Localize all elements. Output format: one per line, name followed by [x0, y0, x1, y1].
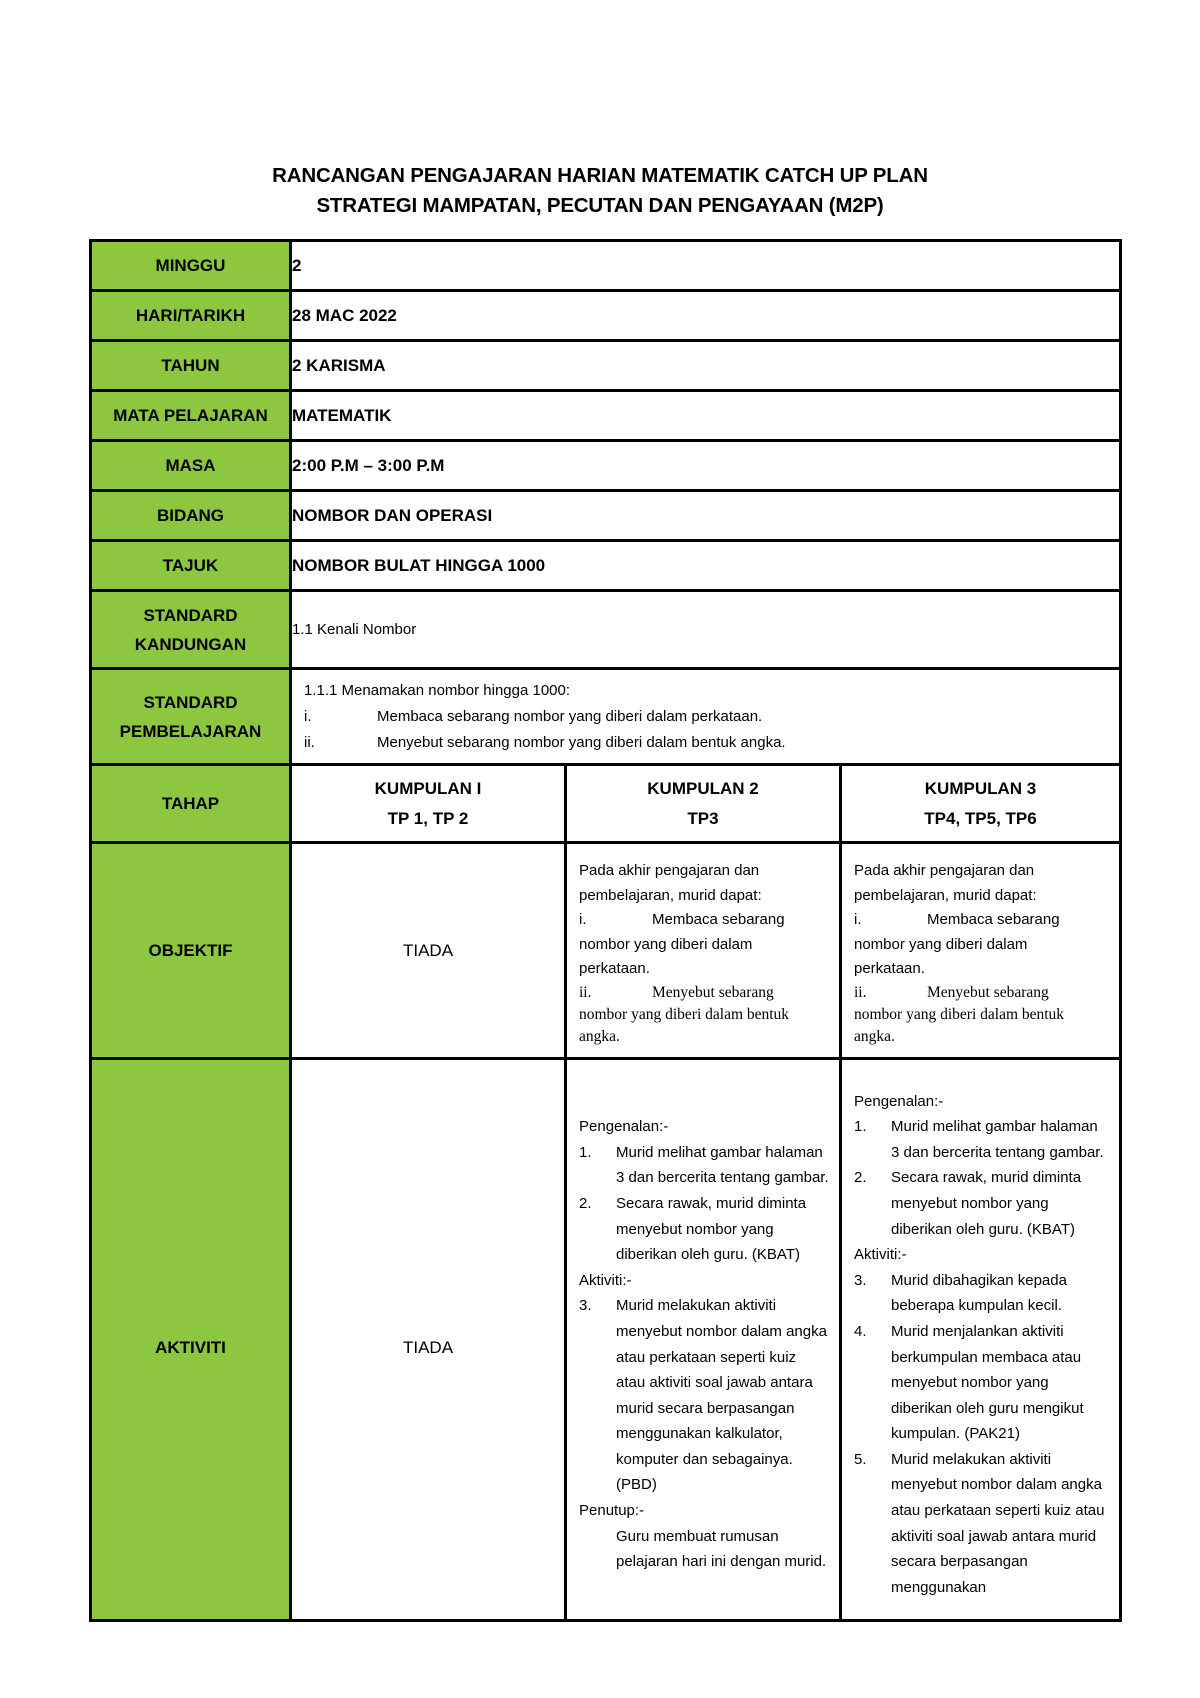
row-mata-pelajaran [91, 391, 1121, 441]
aktiviti-k1: TIADA [291, 1059, 566, 1621]
group-header-1 [291, 765, 566, 843]
value-masa: 2:00 P.M – 3:00 P.M [291, 441, 1121, 491]
obj-num: ii. [854, 983, 867, 1001]
obj-intro: pembelajaran, murid dapat: [854, 886, 1037, 904]
act-item [854, 1319, 1109, 1447]
label-tahap: TAHAP [91, 765, 291, 843]
label-standard-pembelajaran [91, 669, 291, 765]
act-item-number: 2. [579, 1194, 592, 1212]
act-item [579, 1140, 829, 1191]
sp-item-number: ii. [304, 733, 315, 751]
act-section-heading: Pengenalan:- [854, 1092, 944, 1110]
sp-item-number: i. [304, 707, 312, 725]
row-bidang [91, 491, 1121, 541]
value-tahun: 2 KARISMA [291, 341, 1121, 391]
objektif-k1: TIADA [291, 843, 566, 1059]
row-aktiviti [91, 1059, 1121, 1621]
act-item-number: 2. [854, 1169, 867, 1187]
act-item-number: 5. [854, 1450, 867, 1468]
act-section-heading: Pengenalan:- [579, 1118, 669, 1136]
obj-text: angka. [579, 1027, 620, 1045]
obj-text: perkataan. [854, 960, 925, 978]
label-mata-pelajaran: MATA PELAJARAN [91, 391, 291, 441]
row-standard-pembelajaran [91, 669, 1121, 765]
obj-text: Membaca sebarang [652, 911, 785, 929]
obj-text: nombor yang diberi dalam bentuk [579, 1005, 790, 1023]
act-item [854, 1165, 1109, 1242]
act-item-number: 1. [579, 1143, 592, 1161]
act-item [854, 1447, 1109, 1601]
act-item [579, 1293, 829, 1498]
obj-text: Membaca sebarang [927, 911, 1060, 929]
act-item-number: 3. [579, 1297, 592, 1315]
obj-text: nombor yang diberi dalam [579, 935, 753, 953]
label-line: STANDARD [143, 692, 238, 712]
row-tahap [91, 765, 1121, 843]
sp-heading: 1.1.1 Menamakan nombor hingga 1000: [304, 681, 571, 699]
act-item-text: Murid melakukan aktiviti menyebut nombor dalam angka atau perkataan seperti kuiz atau aktiviti soal jawab antara murid secara berpasangan menggunakan kalkulator, komputer dan sebagainya. (PBD) [616, 1297, 827, 1494]
row-minggu [91, 241, 1121, 291]
act-item-text: Murid dibahagikan kepada beberapa kumpulan kecil. [891, 1271, 1067, 1315]
group-name: KUMPULAN 3 [924, 778, 1037, 798]
act-item-text: Murid melihat gambar halaman 3 dan bercerita tentang gambar. [616, 1143, 829, 1187]
label-tahun: TAHUN [91, 341, 291, 391]
label-masa: MASA [91, 441, 291, 491]
row-tajuk [91, 541, 1121, 591]
act-item-text: Secara rawak, murid diminta menyebut nombor yang diberikan oleh guru. (KBAT) [891, 1169, 1082, 1238]
label-objektif: OBJEKTIF [91, 843, 291, 1059]
obj-text: angka. [854, 1027, 895, 1045]
act-item-number: 3. [854, 1271, 867, 1289]
value-bidang: NOMBOR DAN OPERASI [291, 491, 1121, 541]
obj-intro: Pada akhir pengajaran dan [579, 862, 760, 880]
act-item-text: Murid melihat gambar halaman 3 dan bercerita tentang gambar. [891, 1118, 1104, 1161]
group-tp: TP 1, TP 2 [387, 808, 469, 828]
obj-text: Menyebut sebarang [652, 983, 774, 1001]
group-header-2 [566, 765, 841, 843]
label-hari-tarikh: HARI/TARIKH [91, 291, 291, 341]
act-item-number: 1. [854, 1118, 867, 1136]
act-section-heading: Aktiviti:- [854, 1246, 907, 1264]
act-section-heading: Penutup:- [579, 1502, 645, 1520]
act-item-text: Murid melakukan aktiviti menyebut nombor dalam angka atau perkataan seperti kuiz atau aktiviti soal jawab antara murid secara berpasangan menggunakan [891, 1450, 1105, 1596]
aktiviti-k3 [841, 1059, 1121, 1621]
objektif-k3 [841, 843, 1121, 1059]
act-section-heading: Aktiviti:- [579, 1271, 632, 1289]
act-item [854, 1114, 1109, 1165]
sp-item-text: Menyebut sebarang nombor yang diberi dalam bentuk angka. [377, 733, 786, 751]
obj-text: nombor yang diberi dalam [854, 935, 1028, 953]
act-item [854, 1268, 1109, 1319]
act-item-text: Murid menjalankan aktiviti berkumpulan membaca atau menyebut nombor yang diberikan oleh guru mengikut kumpulan. (PAK21) [891, 1322, 1084, 1443]
obj-text: Menyebut sebarang [927, 983, 1049, 1001]
value-standard-pembelajaran [291, 669, 1121, 765]
row-objektif [91, 843, 1121, 1059]
lesson-plan-table [89, 239, 1122, 1622]
sp-item [304, 730, 1119, 756]
obj-num: ii. [579, 983, 592, 1001]
obj-text: perkataan. [579, 960, 650, 978]
label-line: STANDARD [143, 605, 238, 625]
value-tajuk: NOMBOR BULAT HINGGA 1000 [291, 541, 1121, 591]
group-header-3 [841, 765, 1121, 843]
label-line: PEMBELAJARAN [119, 721, 262, 741]
aktiviti-k2 [566, 1059, 841, 1621]
group-tp: TP3 [687, 808, 719, 828]
group-tp: TP4, TP5, TP6 [924, 808, 1037, 828]
value-mata-pelajaran: MATEMATIK [291, 391, 1121, 441]
act-item-text: Secara rawak, murid diminta menyebut nombor yang diberikan oleh guru. (KBAT) [616, 1194, 807, 1264]
value-minggu: 2 [291, 241, 1121, 291]
act-item [579, 1191, 829, 1268]
act-closing-text: Guru membuat rumusan pelajaran hari ini dengan murid. [616, 1527, 827, 1571]
obj-num: i. [579, 911, 587, 929]
sp-item [304, 704, 1119, 730]
label-line: KANDUNGAN [134, 634, 247, 654]
label-standard-kandungan [91, 591, 291, 669]
document-title: RANCANGAN PENGAJARAN HARIAN MATEMATIK CATCH UP PLAN [272, 164, 928, 187]
value-hari-tarikh: 28 MAC 2022 [291, 291, 1121, 341]
label-bidang: BIDANG [91, 491, 291, 541]
act-item-number: 4. [854, 1322, 867, 1340]
label-minggu: MINGGU [91, 241, 291, 291]
value-standard-kandungan: 1.1 Kenali Nombor [291, 591, 1121, 669]
obj-num: i. [854, 911, 862, 929]
obj-intro: pembelajaran, murid dapat: [579, 886, 762, 904]
document-subtitle: STRATEGI MAMPATAN, PECUTAN DAN PENGAYAAN (M2P) [316, 194, 884, 217]
sp-item-text: Membaca sebarang nombor yang diberi dalam perkataan. [377, 707, 763, 725]
label-tajuk: TAJUK [91, 541, 291, 591]
group-name: KUMPULAN 2 [647, 778, 759, 798]
obj-intro: Pada akhir pengajaran dan [854, 862, 1035, 880]
row-tahun [91, 341, 1121, 391]
row-hari-tarikh [91, 291, 1121, 341]
objektif-k2 [566, 843, 841, 1059]
label-aktiviti: AKTIVITI [91, 1059, 291, 1621]
group-name: KUMPULAN I [374, 778, 482, 798]
row-standard-kandungan [91, 591, 1121, 669]
row-masa [91, 441, 1121, 491]
obj-text: nombor yang diberi dalam bentuk [854, 1005, 1065, 1023]
